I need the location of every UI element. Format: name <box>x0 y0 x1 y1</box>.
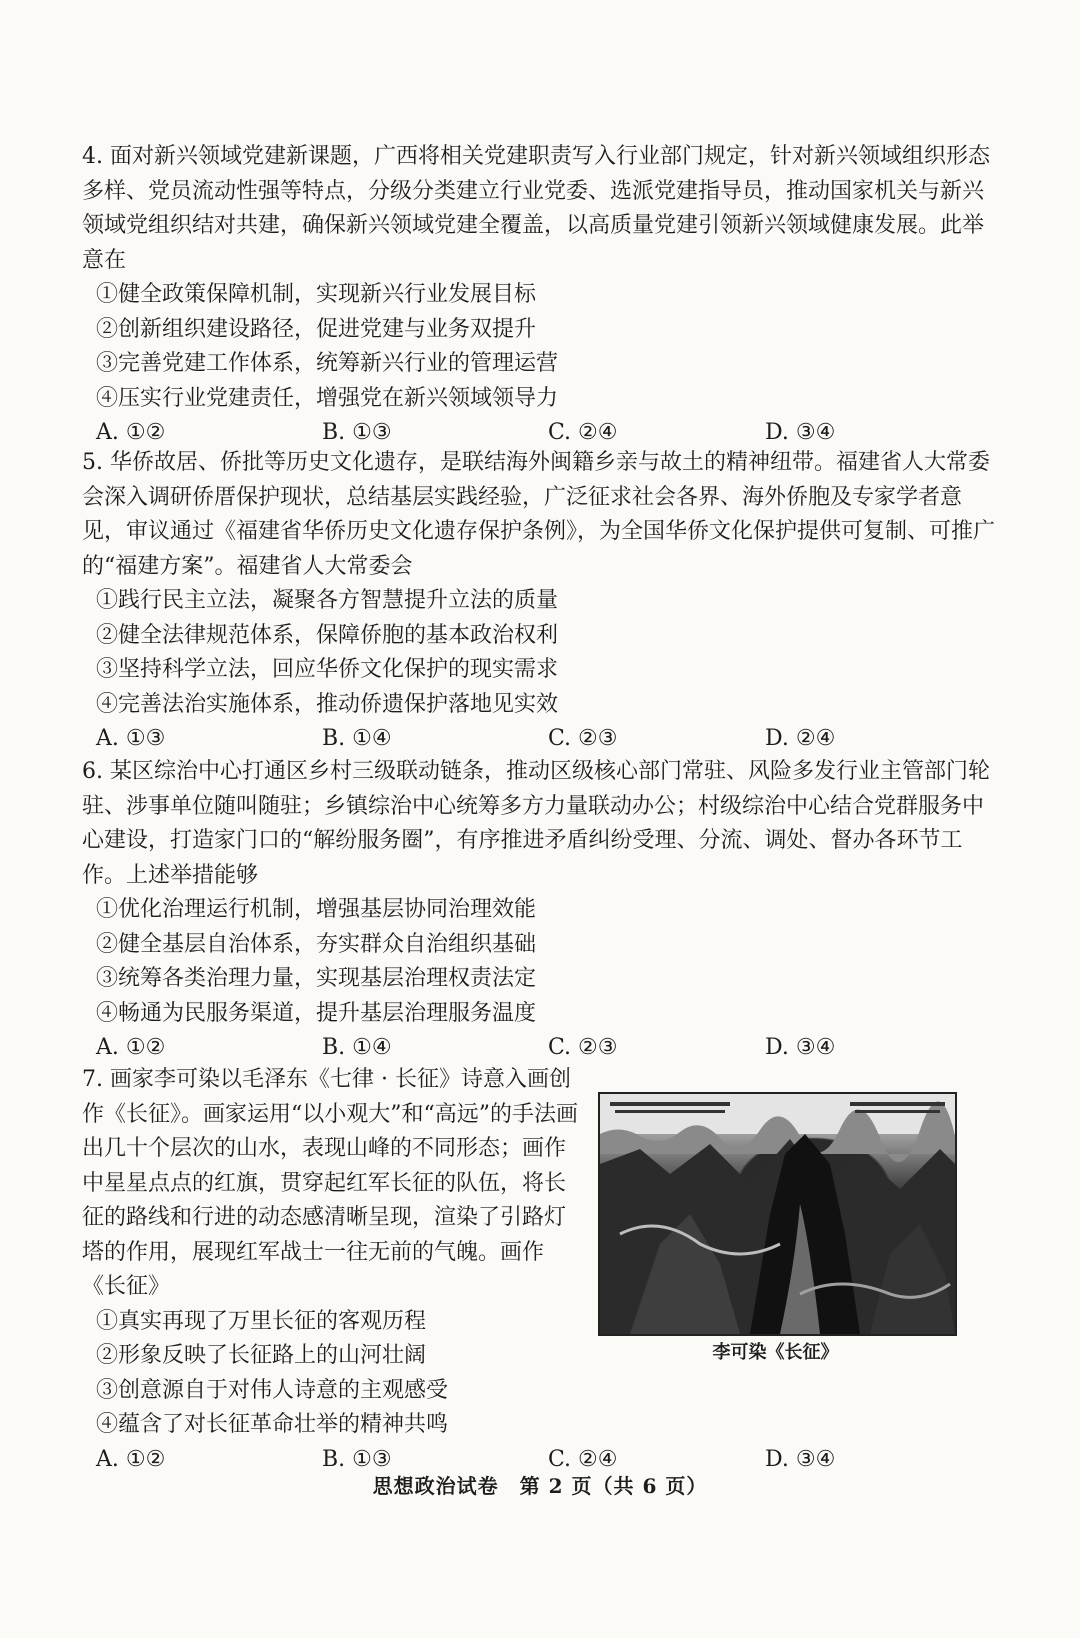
question-4-choices <box>82 416 1000 450</box>
mountain-landscape-illustration <box>600 1094 955 1334</box>
question-7-stem: 7. 画家李可染以毛泽东《七律 · 长征》诗意入画创作《长征》。画家运用“以小观大”和“高远”的手法画出几十个层次的山水，表现山峰的不同形态；画作中星星点点的红旗，贯穿起红军长征的队伍，将长征的路线和行进的动态感清晰呈现，渲染了引路灯塔的作用，展现红军战士一往无前的气魄。画作《长征》 <box>82 1067 578 1299</box>
question-6 <box>82 755 1000 1065</box>
long-march-painting <box>598 1092 957 1336</box>
question-4-choice-a: A. ①② <box>96 420 166 445</box>
question-7-choice-c: C. ②④ <box>548 1446 618 1472</box>
question-4-option-4: ④压实行业党建责任，增强党在新兴领域领导力 <box>96 385 559 411</box>
question-5-option-2: ②健全法律规范体系，保障侨胞的基本政治权利 <box>96 622 559 648</box>
question-7-option-2: ②形象反映了长征路上的山河壮阔 <box>96 1343 427 1368</box>
question-6-choice-c: C. ②③ <box>548 1035 618 1060</box>
question-5-choice-c: C. ②③ <box>548 726 618 751</box>
question-6-option-1: ①优化治理运行机制，增强基层协同治理效能 <box>96 897 537 922</box>
question-6-choice-b: B. ①④ <box>322 1035 392 1060</box>
question-6-option-2: ②健全基层自治体系，夯实群众自治组织基础 <box>96 931 537 957</box>
question-5 <box>82 446 1000 756</box>
question-7-choice-d: D. ③④ <box>765 1446 836 1472</box>
question-4-option-2: ②创新组织建设路径，促进党建与业务双提升 <box>96 316 537 342</box>
question-5-choices <box>82 722 1000 756</box>
question-4-option-3: ③完善党建工作体系，统筹新兴行业的管理运营 <box>96 351 559 376</box>
question-5-choice-a: A. ①③ <box>96 726 166 751</box>
question-5-option-4: ④完善法治实施体系，推动侨遗保护落地见实效 <box>96 691 559 717</box>
question-6-stem: 6. 某区综治中心打通区乡村三级联动链条，推动区级核心部门常驻、风险多发行业主管部门轮驻、涉事单位随叫随驻；乡镇综治中心统筹多方力量联动办公；村级综治中心结合党群服务中心建设，打造家门口的“解纷服务圈”，有序推进矛盾纠纷受理、分流、调处、督办各环节工作。上述举措能够 <box>82 759 990 888</box>
question-6-choice-a: A. ①② <box>96 1035 166 1060</box>
question-5-choice-d: D. ②④ <box>765 726 836 751</box>
question-4-choice-b: B. ①③ <box>322 420 392 445</box>
painting-caption: 李可染《长征》 <box>712 1342 839 1363</box>
question-6-option-4: ④畅通为民服务渠道，提升基层治理服务温度 <box>96 1000 537 1026</box>
page-footer: 思想政治试卷 第 2 页（共 6 页） <box>372 1474 708 1498</box>
question-6-choice-d: D. ③④ <box>765 1035 836 1060</box>
question-7-choice-b: B. ①③ <box>322 1446 392 1472</box>
question-7-option-4: ④蕴含了对长征革命壮举的精神共鸣 <box>96 1412 449 1437</box>
question-7-option-1: ①真实再现了万里长征的客观历程 <box>96 1308 427 1334</box>
question-5-option-3: ③坚持科学立法，回应华侨文化保护的现实需求 <box>96 657 559 682</box>
question-7-choice-a: A. ①② <box>96 1446 166 1472</box>
question-5-choice-b: B. ①④ <box>322 726 392 751</box>
question-4 <box>82 140 1000 450</box>
question-4-option-1: ①健全政策保障机制，实现新兴行业发展目标 <box>96 282 537 307</box>
question-7-option-3: ③创意源自于对伟人诗意的主观感受 <box>96 1377 449 1403</box>
question-5-option-1: ①践行民主立法，凝聚各方智慧提升立法的质量 <box>96 588 559 613</box>
question-4-choice-c: C. ②④ <box>548 420 618 445</box>
question-4-stem: 4. 面对新兴领域党建新课题，广西将相关党建职责写入行业部门规定，针对新兴领域组织形态多样、党员流动性强等特点，分级分类建立行业党委、选派党建指导员，推动国家机关与新兴领域党组织结对共建，确保新兴领域党建全覆盖，以高质量党建引领新兴领域健康发展。此举意在 <box>82 144 990 273</box>
question-4-choice-d: D. ③④ <box>765 420 836 445</box>
question-6-choices <box>82 1031 1000 1065</box>
question-6-option-3: ③统筹各类治理力量，实现基层治理权责法定 <box>96 966 537 991</box>
question-5-stem: 5. 华侨故居、侨批等历史文化遗存，是联结海外闽籍乡亲与故土的精神纽带。福建省人大常委会深入调研侨厝保护现状，总结基层实践经验，广泛征求社会各界、海外侨胞及专家学者意见，审议通过《福建省华侨历史文化遗存保护条例》，为全国华侨文化保护提供可复制、可推广的“福建方案”。福建省人大常委会 <box>82 450 996 579</box>
